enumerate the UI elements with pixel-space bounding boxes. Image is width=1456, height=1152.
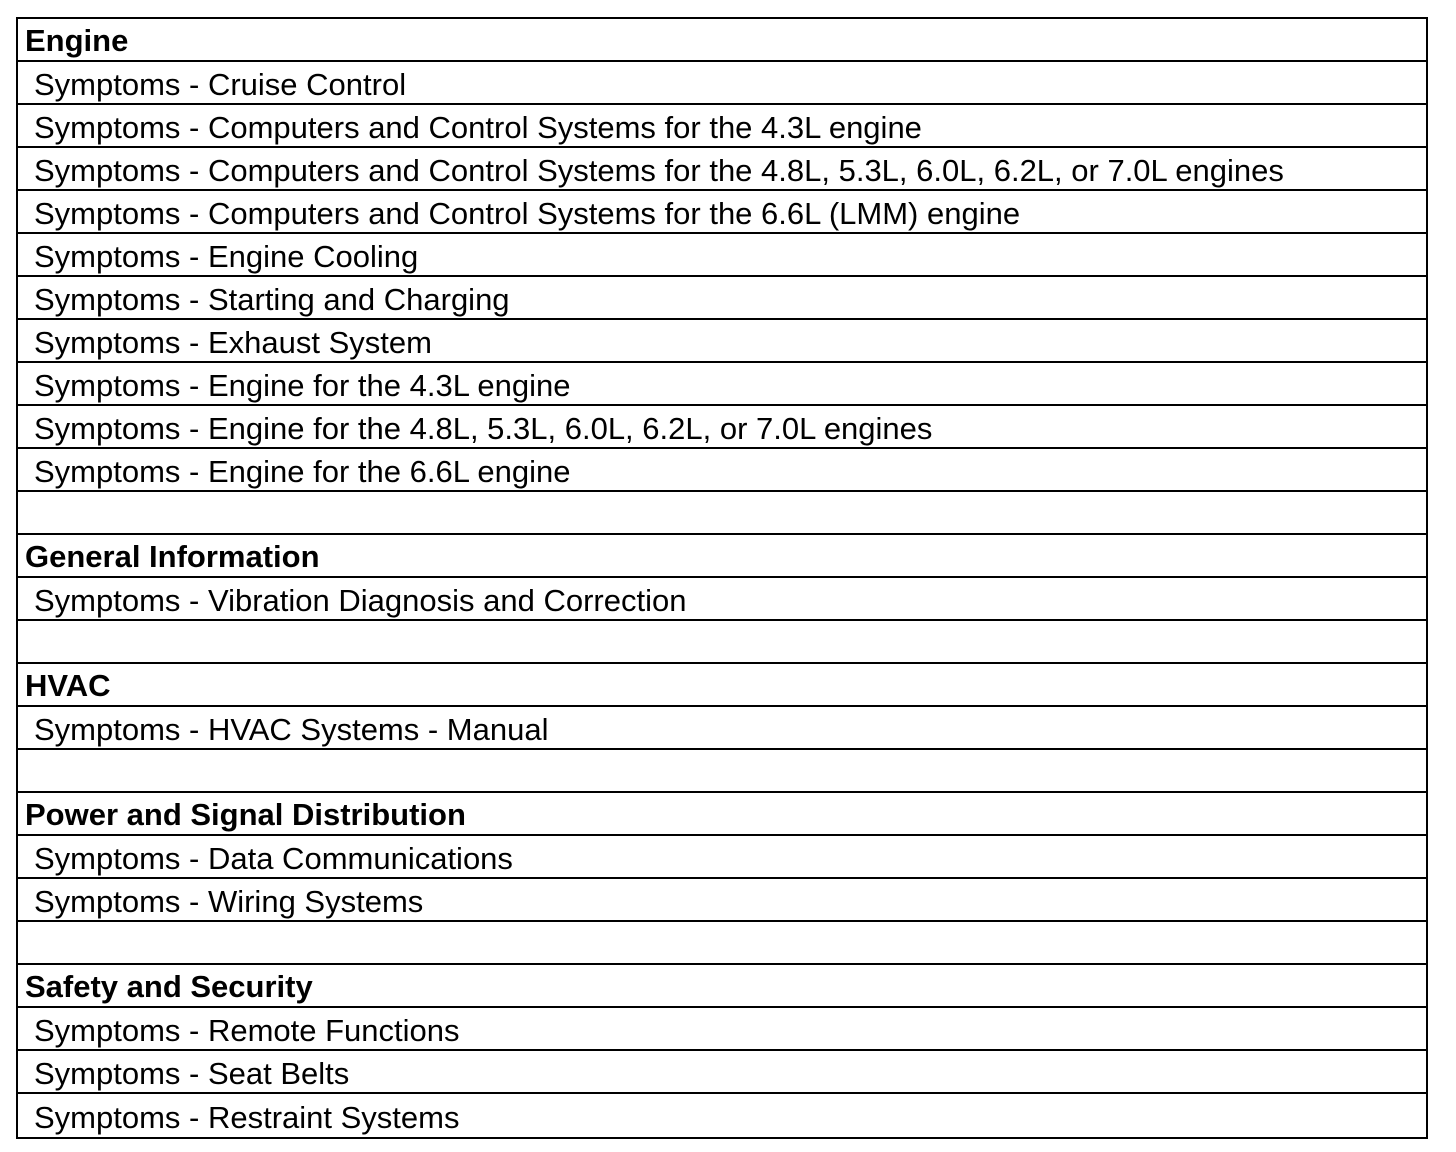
- list-item[interactable]: Symptoms - Engine Cooling: [18, 234, 1426, 277]
- list-item[interactable]: Symptoms - Seat Belts: [18, 1051, 1426, 1094]
- symptom-index-table: [16, 17, 1428, 1139]
- list-item[interactable]: Symptoms - Computers and Control Systems for the 4.8L, 5.3L, 6.0L, 6.2L, or 7.0L engines: [18, 148, 1426, 191]
- list-item[interactable]: Symptoms - Exhaust System: [18, 320, 1426, 363]
- section-heading-engine: Engine: [18, 19, 1426, 62]
- list-item[interactable]: Symptoms - Engine for the 4.3L engine: [18, 363, 1426, 406]
- list-item[interactable]: Symptoms - HVAC Systems - Manual: [18, 707, 1426, 750]
- blank-row: [18, 750, 1426, 793]
- section-heading-safety-and-security: Safety and Security: [18, 965, 1426, 1008]
- list-item[interactable]: Symptoms - Engine for the 6.6L engine: [18, 449, 1426, 492]
- section-heading-hvac: HVAC: [18, 664, 1426, 707]
- list-item[interactable]: Symptoms - Computers and Control Systems for the 4.3L engine: [18, 105, 1426, 148]
- blank-row: [18, 621, 1426, 664]
- list-item[interactable]: Symptoms - Starting and Charging: [18, 277, 1426, 320]
- list-item[interactable]: Symptoms - Restraint Systems: [34, 1099, 460, 1135]
- blank-row: [18, 922, 1426, 965]
- list-item[interactable]: Symptoms - Remote Functions: [18, 1008, 1426, 1051]
- section-heading-general-information: General Information: [18, 535, 1426, 578]
- list-item[interactable]: Symptoms - Cruise Control: [18, 62, 1426, 105]
- list-item[interactable]: Symptoms - Data Communications: [18, 836, 1426, 879]
- blank-row: [18, 492, 1426, 535]
- list-item[interactable]: Symptoms - Engine for the 4.8L, 5.3L, 6.0L, 6.2L, or 7.0L engines: [18, 406, 1426, 449]
- list-item[interactable]: Symptoms - Computers and Control Systems for the 6.6L (LMM) engine: [18, 191, 1426, 234]
- list-item[interactable]: Symptoms - Vibration Diagnosis and Correction: [18, 578, 1426, 621]
- list-item[interactable]: Symptoms - Wiring Systems: [18, 879, 1426, 922]
- section-heading-power-and-signal-distribution: Power and Signal Distribution: [18, 793, 1426, 836]
